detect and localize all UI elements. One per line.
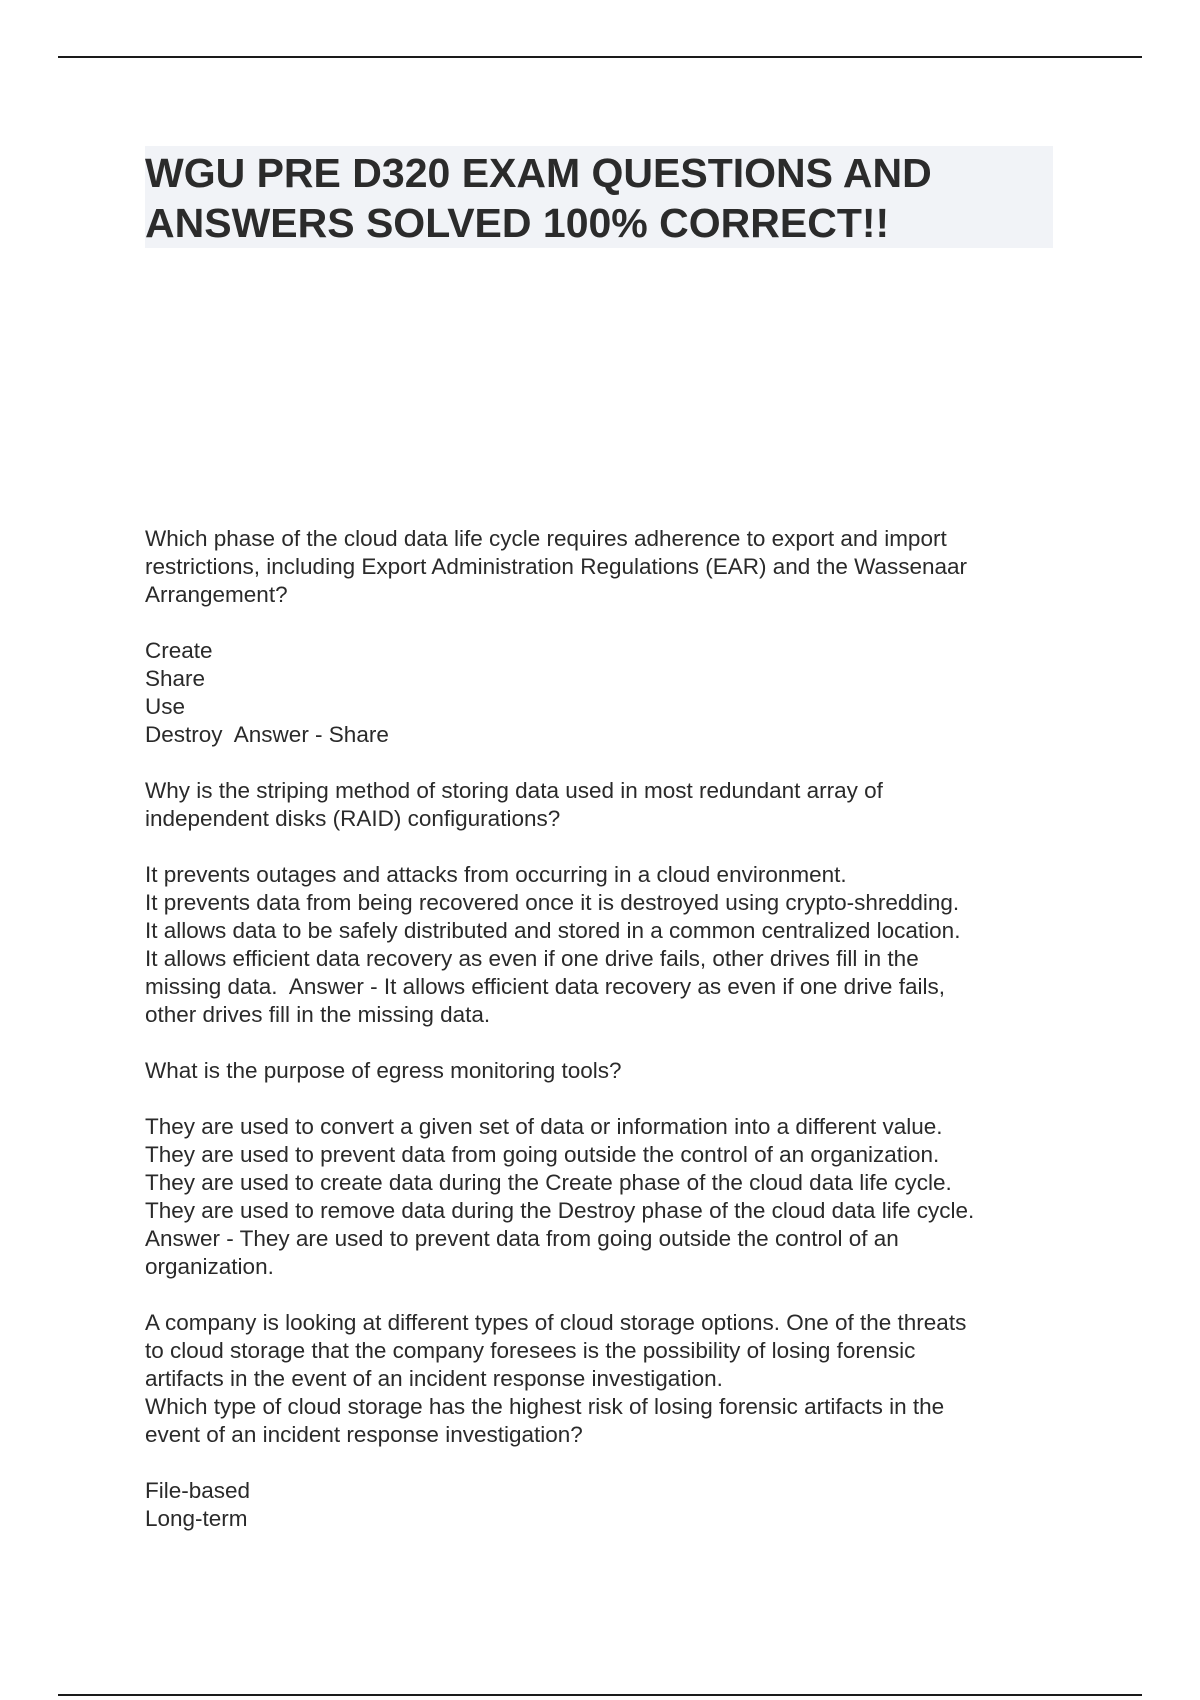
option-line: It allows efficient data recovery as even if one drive fails, other drives fill in the	[145, 946, 919, 971]
question-text-line: Which type of cloud storage has the highest risk of losing forensic artifacts in the	[145, 1394, 945, 1419]
option-answer-line: Answer - They are used to prevent data from going outside the control of an	[145, 1226, 899, 1251]
top-rule	[58, 56, 1142, 58]
question-block	[145, 777, 1065, 1029]
question-block	[145, 525, 1065, 749]
question-text-line: Arrangement?	[145, 582, 288, 607]
question-text-line: independent disks (RAID) configurations?	[145, 806, 561, 831]
question-block	[145, 1309, 1065, 1533]
option-line: Long-term	[145, 1506, 248, 1531]
bottom-rule	[58, 1694, 1142, 1696]
question-text-line: restrictions, including Export Administration Regulations (EAR) and the Wassenaar	[145, 554, 968, 579]
question-text-line: Which phase of the cloud data life cycle requires adherence to export and import	[145, 526, 947, 551]
option-line: They are used to convert a given set of data or information into a different value.	[145, 1114, 943, 1139]
option-line: File-based	[145, 1478, 251, 1503]
option-answer-line: missing data. Answer - It allows efficient data recovery as even if one drive fails,	[145, 974, 945, 999]
option-answer-line: Destroy Answer - Share	[145, 722, 389, 747]
title-line-2: ANSWERS SOLVED 100% CORRECT!!	[145, 200, 890, 246]
spacer	[145, 1449, 1065, 1477]
option-line: It prevents outages and attacks from occurring in a cloud environment.	[145, 862, 847, 887]
option-line: It prevents data from being recovered once it is destroyed using crypto-shredding.	[145, 890, 960, 915]
spacer	[145, 609, 1065, 637]
document-body	[145, 525, 1065, 1533]
question-block	[145, 1057, 1065, 1281]
option-line: Create	[145, 638, 213, 663]
spacer	[145, 1281, 1065, 1309]
question-text-line: to cloud storage that the company foresees is the possibility of losing forensic	[145, 1338, 916, 1363]
title-line-1: WGU PRE D320 EXAM QUESTIONS AND	[145, 150, 932, 196]
spacer	[145, 833, 1065, 861]
option-answer-line: organization.	[145, 1254, 274, 1279]
question-text-line: artifacts in the event of an incident response investigation.	[145, 1366, 723, 1391]
option-line: It allows data to be safely distributed and stored in a common centralized location.	[145, 918, 961, 943]
spacer	[145, 749, 1065, 777]
option-line: They are used to create data during the Create phase of the cloud data life cycle.	[145, 1170, 952, 1195]
option-line: Share	[145, 666, 206, 691]
question-text-line: A company is looking at different types of cloud storage options. One of the threats	[145, 1310, 967, 1335]
option-line: They are used to remove data during the Destroy phase of the cloud data life cycle.	[145, 1198, 975, 1223]
spacer	[145, 1029, 1065, 1057]
question-text-line: event of an incident response investigation?	[145, 1422, 583, 1447]
option-line: Use	[145, 694, 186, 719]
spacer	[145, 1085, 1065, 1113]
option-line: They are used to prevent data from going outside the control of an organization.	[145, 1142, 940, 1167]
question-text-line: Why is the striping method of storing data used in most redundant array of	[145, 778, 883, 803]
question-text-line: What is the purpose of egress monitoring tools?	[145, 1058, 622, 1083]
option-answer-line: other drives fill in the missing data.	[145, 1002, 491, 1027]
document-title	[145, 148, 1065, 248]
